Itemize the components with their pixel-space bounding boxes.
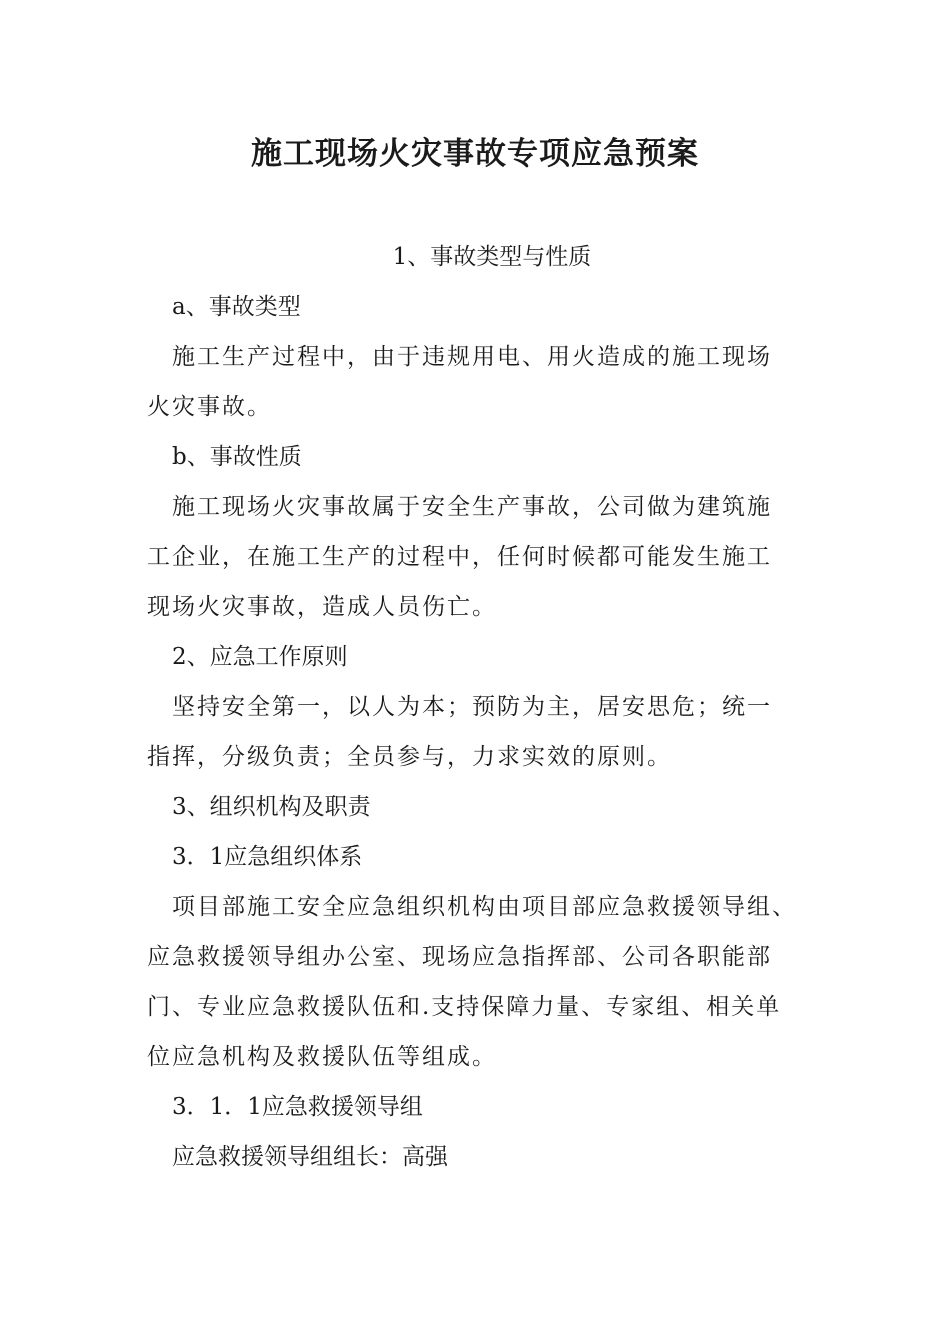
document-body [147, 232, 837, 1182]
paragraph-line: 门、专业应急救援队伍和.支持保障力量、专家组、相关单 [147, 994, 782, 1020]
section-heading-3: 3、组织机构及职责 [172, 794, 371, 820]
subheading-accident-nature: b、事故性质 [172, 444, 302, 470]
paragraph-line: 工企业，在施工生产的过程中，任何时候都可能发生施工 [147, 544, 772, 570]
paragraph-line: 火灾事故。 [147, 394, 272, 420]
subsection-heading-3-1-1: 3．1．1应急救援领导组 [172, 1094, 423, 1120]
paragraph-line: 应急救援领导组办公室、现场应急指挥部、公司各职能部 [147, 944, 772, 970]
paragraph-line: 应急救援领导组组长：高强 [172, 1144, 448, 1170]
section-heading-1: 1、事故类型与性质 [392, 244, 592, 270]
paragraph-line: 位应急机构及救援队伍等组成。 [147, 1044, 497, 1070]
paragraph-line: 施工生产过程中，由于违规用电、用火造成的施工现场 [172, 344, 772, 370]
subsection-heading-3-1: 3．1应急组织体系 [172, 844, 363, 870]
document-title: 施工现场火灾事故专项应急预案 [251, 136, 699, 172]
subheading-accident-type: a、事故类型 [172, 294, 301, 320]
section-heading-2: 2、应急工作原则 [172, 644, 348, 670]
paragraph-line: 施工现场火灾事故属于安全生产事故，公司做为建筑施 [172, 494, 772, 520]
paragraph-line: 指挥，分级负责；全员参与，力求实效的原则。 [147, 744, 672, 770]
paragraph-line: 现场火灾事故，造成人员伤亡。 [147, 594, 497, 620]
paragraph-line: 坚持安全第一，以人为本；预防为主，居安思危；统一 [172, 694, 772, 720]
paragraph-line: 项目部施工安全应急组织机构由项目部应急救援领导组、 [172, 894, 797, 920]
